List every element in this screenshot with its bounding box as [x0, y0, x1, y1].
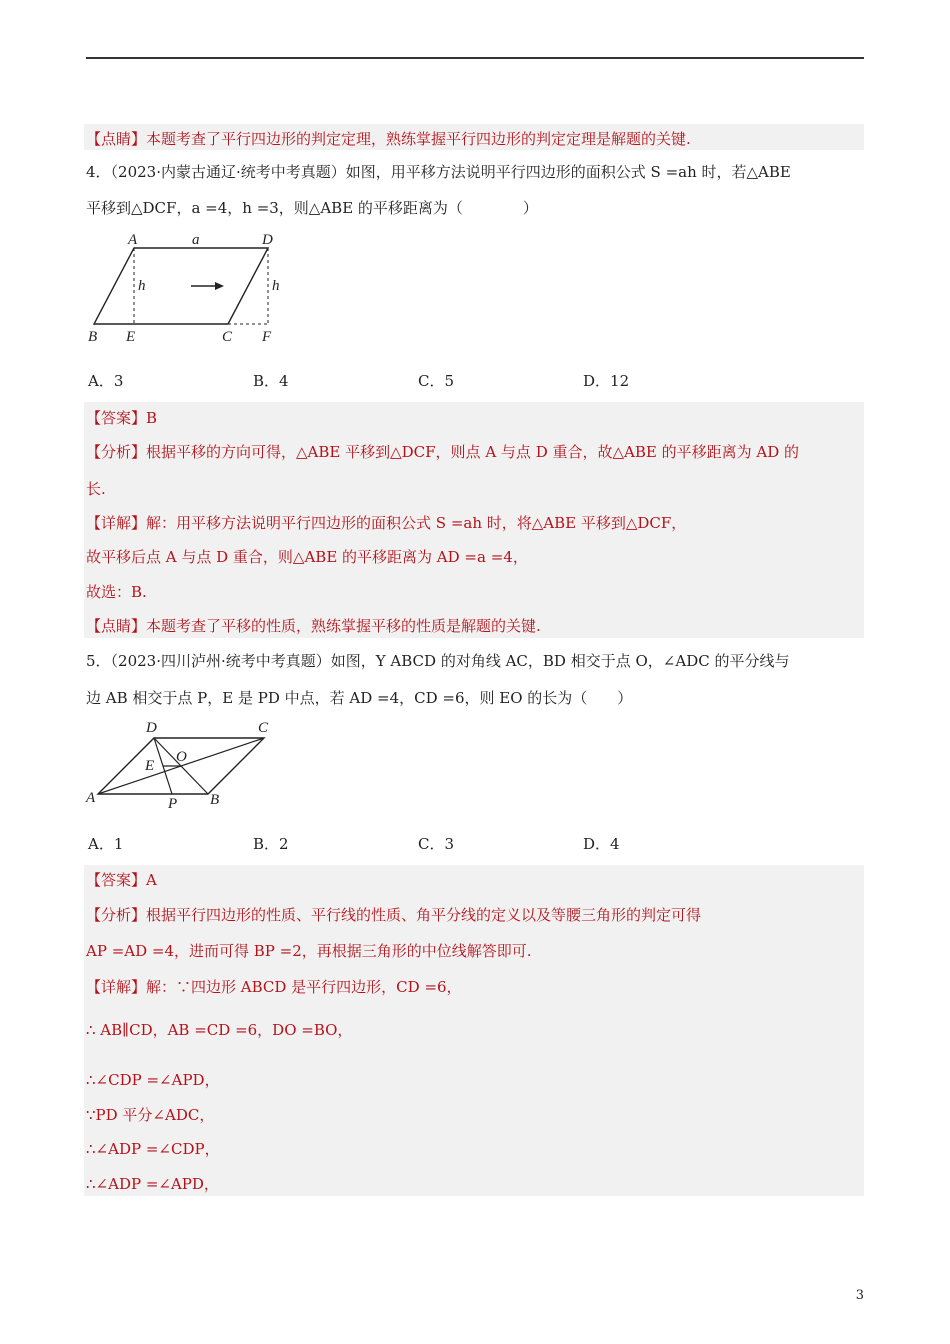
header-rule [86, 57, 864, 59]
q4-figure-parallelogram [84, 228, 294, 348]
q4-analysis-line2: 长. [86, 480, 106, 498]
q4-label-E: E [126, 329, 136, 345]
q5-label-A: A [86, 790, 96, 806]
q4-label-h-left: h [138, 278, 146, 294]
q4-label-A: A [128, 232, 138, 248]
q4-option-c: C．5 [418, 372, 455, 390]
q5-label-D: D [146, 720, 157, 736]
q4-label-B: B [88, 329, 98, 345]
q4-label-F: F [262, 329, 272, 345]
q4-option-b: B．4 [253, 372, 289, 390]
q5-label-C: C [258, 720, 269, 736]
q5-detail-line3: ∴∠CDP =∠APD， [86, 1071, 220, 1089]
q5-option-b: B．2 [253, 835, 289, 853]
q5-detail-line5: ∴∠ADP =∠CDP， [86, 1140, 220, 1158]
q4-analysis-line1: 【分析】根据平移的方向可得，△ABE 平移到△DCF，则点 A 与点 D 重合，故△ABE 的平移距离为 AD 的 [86, 443, 799, 461]
q4-detail-line3: 故选：B. [86, 583, 147, 601]
q5-analysis-line1: 【分析】根据平行四边形的性质、平行线的性质、角平分线的定义以及等腰三角形的判定可得 [86, 906, 702, 924]
q4-option-a: A．3 [88, 372, 124, 390]
q4-label-h-right: h [272, 278, 280, 294]
q5-label-E: E [145, 758, 155, 774]
q5-label-P: P [168, 796, 178, 812]
q5-answer: 【答案】A [86, 871, 157, 889]
q4-comment: 【点睛】本题考查了平移的性质，熟练掌握平移的性质是解题的关键. [86, 617, 541, 635]
q5-figure-parallelogram [84, 714, 284, 814]
q5-detail-line1: 【详解】解：∵四边形 ABCD 是平行四边形，CD =6， [86, 978, 462, 996]
q5-option-d: D．4 [583, 835, 620, 853]
q5-analysis-line2: AP =AD =4，进而可得 BP =2，再根据三角形的中位线解答即可. [86, 942, 532, 960]
q4-label-D: D [262, 232, 273, 248]
q4-label-a: a [192, 232, 200, 248]
q5-detail-line2: ∴ AB∥CD，AB =CD =6，DO =BO， [86, 1021, 353, 1039]
q4-stem-line1: 4．（2023·内蒙古通辽·统考中考真题）如图，用平移方法说明平行四边形的面积公式 S =ah 时，若△ABE [86, 163, 791, 181]
q5-stem-line2: 边 AB 相交于点 P，E 是 PD 中点，若 AD =4，CD =6，则 EO 的长为（ ） [86, 689, 633, 707]
q5-stem-line1: 5．（2023·四川泸州·统考中考真题）如图，Y ABCD 的对角线 AC，BD 相交于点 O，∠ADC 的平分线与 [86, 652, 790, 670]
comment-prev: 【点睛】本题考查了平行四边形的判定定理，熟练掌握平行四边形的判定定理是解题的关键. [86, 130, 691, 148]
q4-detail-line1: 【详解】解：用平移方法说明平行四边形的面积公式 S =ah 时，将△ABE 平移到△DCF， [86, 514, 687, 532]
q5-label-O: O [176, 749, 187, 765]
q5-option-c: C．3 [418, 835, 455, 853]
q4-option-d: D．12 [583, 372, 630, 390]
q5-label-B: B [210, 792, 220, 808]
q4-stem-line2: 平移到△DCF，a =4，h =3，则△ABE 的平移距离为（ ） [86, 199, 538, 217]
q4-detail-line2: 故平移后点 A 与点 D 重合，则△ABE 的平移距离为 AD =a =4， [86, 548, 528, 566]
q5-option-a: A．1 [88, 835, 124, 853]
q4-label-C: C [222, 329, 233, 345]
page-number: 3 [855, 1288, 864, 1303]
q5-detail-line6: ∴∠ADP =∠APD， [86, 1175, 219, 1193]
q4-answer: 【答案】B [86, 409, 158, 427]
q5-detail-line4: ∵PD 平分∠ADC， [86, 1106, 215, 1124]
